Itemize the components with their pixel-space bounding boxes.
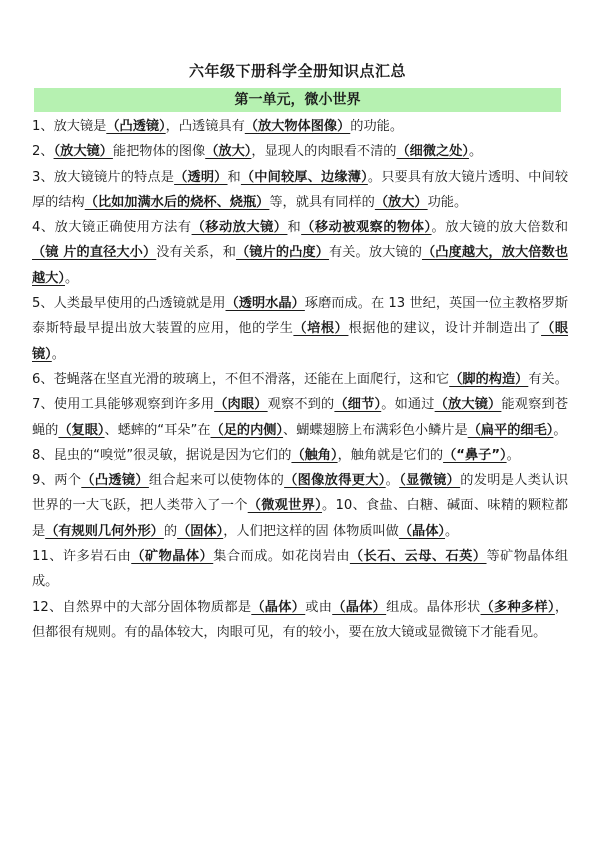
item-text: 。 [385, 473, 400, 489]
knowledge-item [32, 215, 568, 291]
key-term: （触角） [291, 447, 338, 463]
key-term: （脚的构造） [449, 371, 529, 387]
key-term: （放大物体图像） [244, 119, 351, 134]
item-text: 。放大镜的放大倍数和 [431, 220, 569, 236]
knowledge-item [32, 165, 568, 216]
item-text: 集合而成。如花岗岩由 [213, 549, 350, 565]
item-text: 11、许多岩石由 [32, 549, 132, 565]
item-text: 能观察到苍 蝇的 [32, 397, 569, 438]
item-text: ，显现人的肉眼看不清的 [251, 144, 397, 160]
item-text: 根据他的建议，设计并制造出了 [348, 321, 542, 337]
item-text: 组成。晶体形状 [386, 599, 481, 615]
item-text: 和 [227, 169, 241, 185]
key-term: （晶体） [251, 599, 306, 615]
key-term: （移动放大镜） [191, 220, 288, 236]
knowledge-item [32, 443, 568, 468]
key-term: （图像放得更大） [284, 473, 386, 489]
unit-heading: 第一单元，微小世界 [34, 88, 561, 112]
item-text: 。 [553, 422, 567, 438]
item-text: 9、两个 [32, 473, 82, 489]
key-term: （凸透镜） [81, 473, 149, 489]
key-term: （多种多样） [480, 599, 555, 615]
key-term: （复眼） [58, 422, 105, 438]
knowledge-item [32, 544, 568, 595]
item-text: ，凸透镜具有 [165, 119, 245, 134]
item-text: 等，就具有同样的 [269, 194, 375, 210]
item-text: 组合起来可以使物体的 [148, 473, 285, 489]
key-term: （细节） [334, 397, 382, 413]
key-term: （扁平的细毛） [467, 422, 554, 438]
item-text: 的 [163, 523, 178, 539]
key-term: （透明） [174, 169, 228, 185]
key-term: （“鼻子”） [443, 447, 507, 463]
key-term: （凸透镜） [106, 119, 166, 134]
knowledge-item [32, 114, 568, 139]
key-term: （中间较厚、边缘薄） [240, 169, 368, 185]
item-text: 。 [468, 144, 483, 160]
item-text: 等矿物晶体组成。 [32, 549, 569, 590]
key-term: （镜片的凸度） [235, 245, 329, 261]
item-text: 12、自然界中的大部分固体物质都是 [32, 599, 252, 615]
item-text: 能把物体的图像 [112, 144, 206, 160]
knowledge-item [32, 392, 568, 443]
item-text: 琢磨而成。在 13 世纪，英国一位主教格罗斯 泰斯特最早提出放大装置的应用，他的学生 [32, 296, 569, 337]
item-text: 。 [445, 523, 459, 539]
key-term: （晶体） [332, 599, 387, 615]
key-term: （透明水晶） [225, 296, 305, 312]
item-text: 。10、食盐、白糖、碱面、味精的颗粒都是 [32, 498, 568, 539]
item-text: 。 [64, 270, 79, 286]
item-text: 8、昆虫的“嗅觉”很灵敏，据说是因为它们的 [32, 447, 292, 463]
key-term: （放大） [205, 144, 252, 160]
key-term: （晶体） [398, 523, 446, 539]
key-term: （矿物晶体） [131, 549, 214, 565]
item-text: 6、苍蝇落在坚直光滑的玻璃上，不但不滑落，还能在上面爬行，这和它 [32, 371, 450, 387]
key-term: （肉眼） [214, 397, 268, 413]
key-term: （凸度越大，放大倍数也越大） [32, 245, 569, 286]
key-term: （有规则几何外形） [45, 523, 164, 539]
key-term: （培根） [293, 321, 349, 337]
key-term: （眼镜） [32, 321, 569, 362]
item-text: 的发明是人类认识 世界的一大飞跃，把人类带入了一个 [32, 473, 569, 514]
key-term: （镜 片的直径大小） [32, 245, 157, 261]
knowledge-item [32, 367, 568, 392]
item-text: 1、放大镜是 [32, 119, 107, 134]
knowledge-list [32, 114, 568, 645]
key-term: （放大镜） [434, 397, 502, 413]
item-text: 3、放大镜镜片的特点是 [32, 169, 175, 185]
key-term: （显微镜） [399, 473, 461, 489]
item-text: 功能。 [427, 194, 468, 210]
item-text: 2、 [32, 144, 54, 160]
item-text: 。如通过 [381, 397, 435, 413]
item-text: 没有关系，和 [156, 245, 236, 261]
key-term: （固体） [177, 523, 224, 539]
item-text: 的功能。 [350, 119, 404, 134]
item-text: 5、人类最早使用的凸透镜就是用 [32, 296, 226, 312]
key-term: （放大镜） [53, 144, 113, 160]
item-text: 、蝴蝶翅膀上布满彩色小鳞片是 [283, 422, 468, 438]
item-text: 和 [287, 220, 302, 236]
item-text: 。 [51, 346, 65, 362]
knowledge-item [32, 468, 568, 544]
item-text: 4、放大镜正确使用方法有 [32, 220, 192, 236]
key-term: （细微之处） [396, 144, 469, 160]
key-term: （足的内侧） [210, 422, 284, 438]
item-text: 观察不到的 [267, 397, 335, 413]
key-term: （放大） [374, 194, 428, 210]
item-text: 有关。放大镜的 [328, 245, 422, 261]
item-text: 7、使用工具能够观察到许多用 [32, 397, 215, 413]
key-term: （长石、云母、石英） [349, 549, 487, 565]
knowledge-item [32, 291, 568, 367]
key-term: （比如加满水后的烧杯、烧瓶） [84, 194, 270, 210]
item-text: 有关。 [528, 371, 568, 387]
item-text: 或由 [305, 599, 333, 615]
item-text: ， 但都很有规则。有的晶体较大，肉眼可见，有的较小，要在放大镜或显微镜下才能看见。 [32, 599, 569, 640]
item-text: 。 [506, 447, 520, 463]
item-text: ，人们把这样的固 体物质叫做 [223, 523, 399, 539]
item-text: 。只要具有放大镜片透明、中间较 厚的结构 [32, 169, 569, 210]
document-title: 六年级下册科学全册知识点汇总 [188, 62, 406, 80]
knowledge-item [32, 595, 568, 646]
key-term: （微观世界） [247, 498, 323, 514]
key-term: （移动被观察的物体） [301, 220, 432, 236]
knowledge-item [32, 139, 568, 164]
item-text: ，触角就是它们的 [337, 447, 444, 463]
item-text: 、蟋蟀的“耳朵”在 [104, 422, 211, 438]
